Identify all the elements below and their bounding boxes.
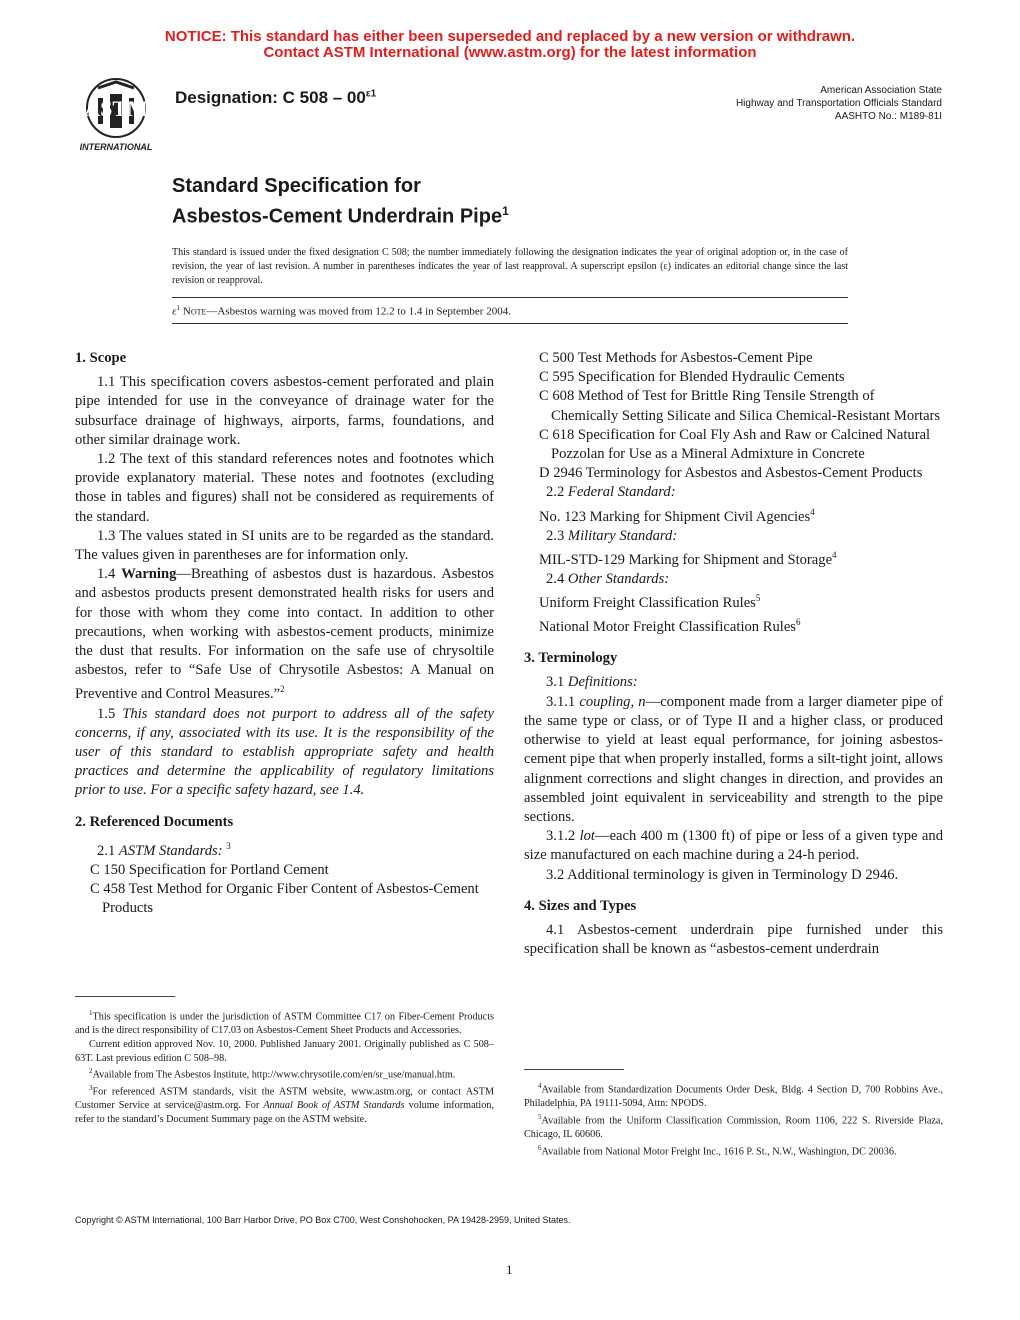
notice-line-1: NOTICE: This standard has either been superseded and replaced by a new version or withdrawn. bbox=[164, 28, 856, 45]
footnote: $^5$Available from the Uniform Classification Commission, Room 1106, 222 S. Riverside Plaza, Chicago, IL 60606. bbox=[524, 1112, 943, 1140]
divider bbox=[172, 297, 848, 298]
footnote-divider bbox=[524, 1069, 624, 1070]
paragraph: 4.1 Asbestos-cement underdrain pipe furnished under this specification shall be known as “asbestos-cement underdrain bbox=[524, 921, 943, 958]
footnote: $^2$Available from The Asbestos Institute, http://www.chrysotile.com/en/sr_use/manual.htm. bbox=[89, 1067, 456, 1081]
paragraph: 1.4 Warning—Breathing of asbestos dust is hazardous. Asbestos and asbestos products present demonstrated health risks for users and for those with whom they come into contact. In addition to other precautions, when working with asbestos-cement products, minimize the dust that results. For information on the safe use of chrysoltile asbestos, refer to “Safe Use of Chrysotile Asbestos: A Manual on Preventive and Control Measures.”$^2$ bbox=[75, 566, 494, 703]
reference-item: C 500 Test Methods for Asbestos-Cement Pipe bbox=[539, 350, 813, 366]
paragraph: 3.1 Definitions: bbox=[546, 674, 638, 691]
reference-item: D 2946 Terminology for Asbestos and Asbestos-Cement Products bbox=[539, 465, 923, 482]
paragraph: 1.3 The values stated in SI units are to be regarded as the standard. The values given in parentheses are for information only. bbox=[75, 527, 494, 564]
paragraph: 1.1 This specification covers asbestos-cement perforated and plain pipe intended for use in the conveyance of drainage water for the subsurface drainage of highways, airports, farms, foundations, and other similar drainage work. bbox=[75, 374, 494, 448]
reference-item: C 595 Specification for Blended Hydraulic Cements bbox=[539, 369, 845, 386]
reference-item: C 618 Specification for Coal Fly Ash and Raw or Calcined Natural Pozzolan for Use as a Mineral Admixture in Concrete bbox=[539, 426, 931, 463]
paragraph: 2.3 Military Standard: bbox=[546, 527, 678, 544]
footnote: $^1$This specification is under the jurisdiction of ASTM Committee C17 on Fiber-Cement Products and is the direct responsibility of C17.03 on Asbestos-Cement Sheet Products and Accessories. bbox=[75, 1009, 494, 1037]
left-column bbox=[75, 349, 494, 918]
footnote: $^6$Available from National Motor Freight Inc., 1616 P. St., N.W., Washington, DC 20036. bbox=[538, 1143, 897, 1157]
footnotes-right bbox=[524, 1080, 943, 1159]
reference-item: C 458 Test Method for Organic Fiber Content of Asbestos-Cement Products bbox=[90, 881, 479, 917]
paragraph: 2.4 Other Standards: bbox=[546, 570, 670, 587]
aashto-block: American Association State Highway and Transportation Officials Standard AASHTO No.: M189-81I bbox=[735, 85, 942, 122]
reference-item: No. 123 Marking for Shipment Civil Agencies$^4$ bbox=[539, 506, 815, 525]
divider bbox=[172, 323, 848, 324]
epsilon-note: $\varepsilon^1$ Note—Asbestos warning was moved from 12.2 to 1.4 in September 2004. bbox=[172, 304, 511, 318]
copyright: Copyright © ASTM International, 100 Barr Harbor Drive, PO Box C700, West Conshohocken, PA 19428-2959, United States. bbox=[75, 1215, 571, 1225]
footnote: Current edition approved Nov. 10, 2000. Published January 2001. Originally published as C 508–63T. Last previous edition C 508–98. bbox=[75, 1038, 494, 1064]
paragraph: 1.5 This standard does not purport to address all of the safety concerns, if any, associated with its use. It is the responsibility of the user of this standard to establish appropriate safety and health practices and determine the applicability of regulatory limitations prior to use. For a specific safety hazard, see 1.4. bbox=[75, 705, 494, 799]
reference-item: C 608 Method of Test for Brittle Ring Tensile Strength of Chemically Setting Silicate and Silica Chemical-Resistant Mortars bbox=[539, 388, 941, 424]
paragraph: 3.1.1 coupling, n—component made from a larger diameter pipe of the same type or class, or of Type II and a higher class, or produced otherwise to yield at least equal performance, for joining asbestos-cement pipe that when properly installed, forms a silt-tight joint, allows alignment corrections and slight changes in direction, and provides an assembled joint equivalent in serviceability and strength to the pipe sections. bbox=[524, 693, 943, 825]
footnote-divider bbox=[75, 996, 175, 997]
paragraph: 1.2 The text of this standard references notes and footnotes which provide explanatory material. These notes and footnotes (excluding those in tables and figures) shall not be considered as requirements of the standard. bbox=[75, 451, 494, 525]
reference-item: MIL-STD-129 Marking for Shipment and Storage$^4$ bbox=[539, 549, 837, 568]
paragraph: 3.2 Additional terminology is given in Terminology D 2946. bbox=[546, 866, 899, 883]
reference-item: Uniform Freight Classification Rules$^5$ bbox=[539, 593, 761, 612]
reference-item: C 150 Specification for Portland Cement bbox=[90, 861, 329, 878]
page-number: 1 bbox=[506, 1262, 513, 1277]
page-title: Standard Specification for Asbestos-Cement Underdrain Pipe$^1$ bbox=[172, 175, 509, 228]
section-heading: 2. Referenced Documents bbox=[75, 813, 234, 830]
notice-line-2: Contact ASTM International (www.astm.org) for the latest information bbox=[263, 44, 757, 61]
footnote: $^4$Available from Standardization Documents Order Desk, Bldg. 4 Section D, 700 Robbins Ave., Philadelphia, PA 19111-5094, Attn: NPODS. bbox=[524, 1082, 943, 1110]
footnotes-left bbox=[75, 1007, 494, 1127]
logo-subtext: INTERNATIONAL bbox=[79, 142, 153, 152]
paragraph: 2.2 Federal Standard: bbox=[546, 484, 676, 501]
paragraph: 3.1.2 lot—each 400 m (1300 ft) of pipe or less of a given type and size manufactured on each machine during a 24-h period. bbox=[524, 828, 943, 864]
section-heading: 4. Sizes and Types bbox=[524, 897, 637, 914]
footnote: $^3$For referenced ASTM standards, visit the ASTM website, www.astm.org, or contact ASTM Customer Service at service@astm.org. For Annual Book of ASTM Standards volume information, refer to the standard’s Document Summary page on the ASTM website. bbox=[75, 1084, 494, 1126]
astm-logo bbox=[68, 74, 164, 154]
section-heading: 1. Scope bbox=[75, 350, 127, 366]
issue-note: This standard is issued under the fixed designation C 508; the number immediately following the designation indicates the year of original adoption or, in the case of revision, the year of last revision. A number in parentheses indicates the year of last reapproval. A superscript epsilon (ε) indicates an editorial change since the last revision or reapproval. bbox=[172, 247, 848, 286]
logo-text: ASTM bbox=[84, 96, 148, 121]
section-heading: 3. Terminology bbox=[524, 650, 618, 667]
reference-item: National Motor Freight Classification Rules$^6$ bbox=[539, 617, 801, 636]
right-column bbox=[524, 349, 943, 959]
designation: Designation: C $508 - 00^{\varepsilon 1}$ bbox=[175, 88, 377, 107]
paragraph: 2.1 ASTM Standards: $^3$ bbox=[97, 840, 231, 859]
